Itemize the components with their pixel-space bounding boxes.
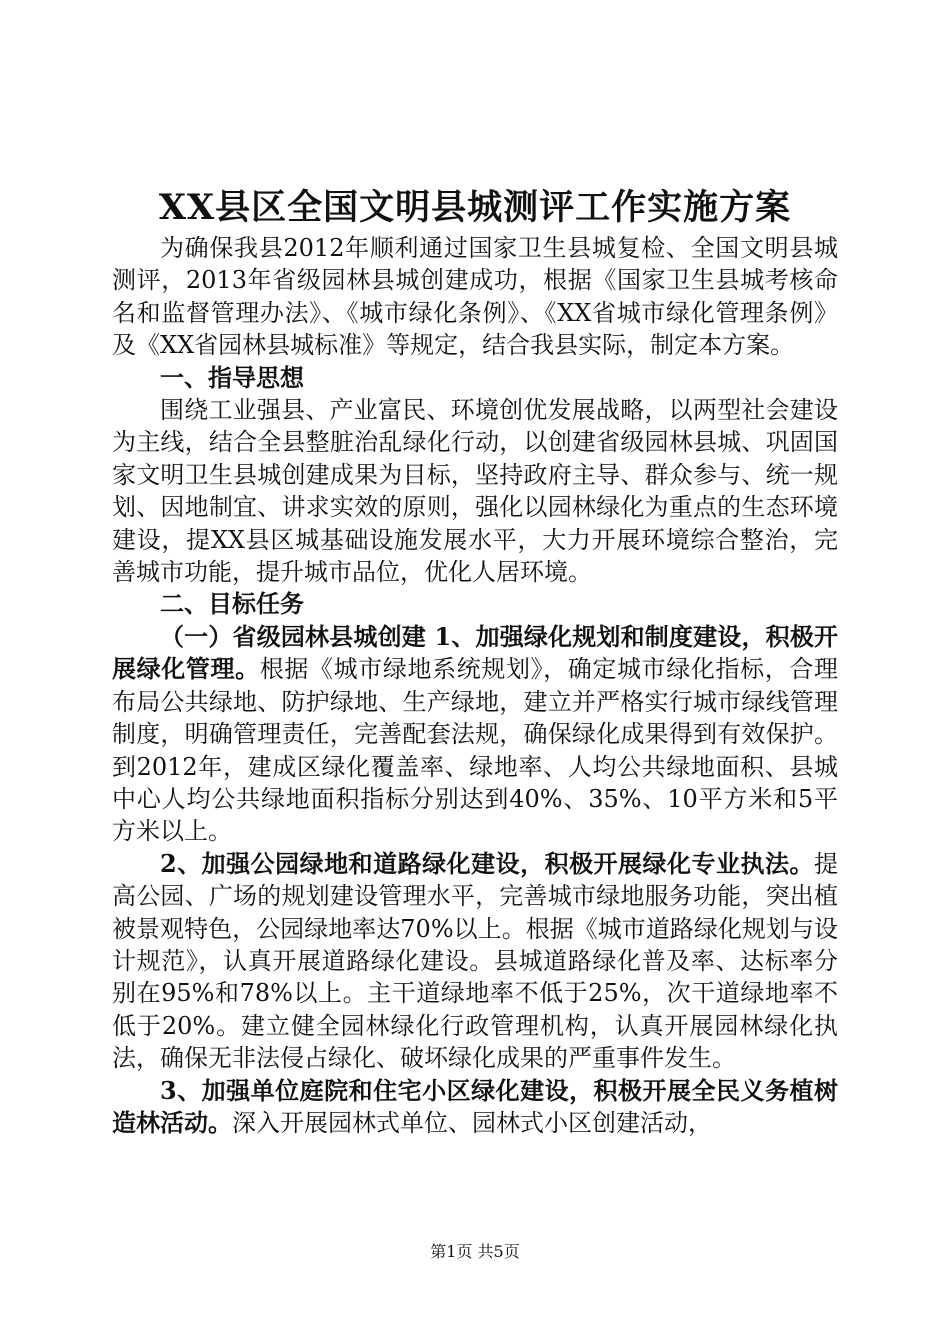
goal-item-1-heading: （一）省级园林县城创建 1、加强绿化规划和制度建设，积极开展绿化管理。 (112, 621, 838, 684)
goal-item-1 (112, 621, 838, 848)
goal-item-2 (112, 848, 838, 1075)
goal-item-1-text: 根据《城市绿地系统规划》，确定城市绿化指标，合理布局公共绿地、防护绿地、生产绿地，建立并严格实行城市绿线管理制度，明确管理责任，完善配套法规，确保绿化成果得到有效保护。到2012年，建成区绿化覆盖率、绿地率、人均公共绿地面积、县城中心人均公共绿地面积指标分别达到40%、35%、10平方米和5平方米以上。 (112, 655, 839, 846)
goal-item-3 (112, 1075, 838, 1140)
goal-item-2-text: 提高公园、广场的规划建设管理水平，完善城市绿地服务功能，突出植被景观特色，公园绿地率达70%以上。根据《城市道路绿化规划与设计规范》，认真开展道路绿化建设。县城道路绿化普及率、达标率分别在95%和78%以上。主干道绿地率不低于25%，次干道绿地率不低于20%。建立健全园林绿化行政管理机构，认真开展园林绿化执法，确保无非法侵占绿化、破坏绿化成果的严重事件发生。 (112, 849, 838, 1073)
page-number-footer: 第1页 共5页 (430, 1242, 520, 1261)
intro-paragraph: 为确保我县2012年顺利通过国家卫生县城复检、全国文明县城测评，2013年省级园林县城创建成功，根据《国家卫生县城考核命名和监督管理办法》、《城市绿化条例》、《XX省城市绿化管理条例》及《XX省园林县城标准》等规定，结合我县实际，制定本方案。 (112, 234, 838, 360)
document-title: XX县区全国文明县城测评工作实施方案 (158, 187, 792, 228)
goal-item-3-heading: 3、加强单位庭院和住宅小区绿化建设，积极开展全民义务植树造林活动。 (112, 1075, 838, 1137)
section-heading-goals: 二、目标任务 (160, 589, 304, 619)
section-heading-guiding-ideology: 一、指导思想 (160, 362, 304, 392)
guiding-ideology-paragraph: 围绕工业强县、产业富民、环境创优发展战略，以两型社会建设为主线，结合全县整脏治乱绿化行动，以创建省级园林县城、巩固国家文明卫生县城创建成果为目标，坚持政府主导、群众参与、统一规划、因地制宜、讲求实效的原则，强化以园林绿化为重点的生态环境建设，提XX县区城基础设施发展水平，大力开展环境综合整治，完善城市功能，提升城市品位，优化人居环境。 (112, 396, 838, 587)
goal-item-2-heading: 2、加强公园绿地和道路绿化建设，积极开展绿化专业执法。 (160, 848, 814, 878)
document-body (112, 232, 838, 1139)
goal-item-3-text: 深入开展园林式单位、园林式小区创建活动， (232, 1108, 712, 1137)
